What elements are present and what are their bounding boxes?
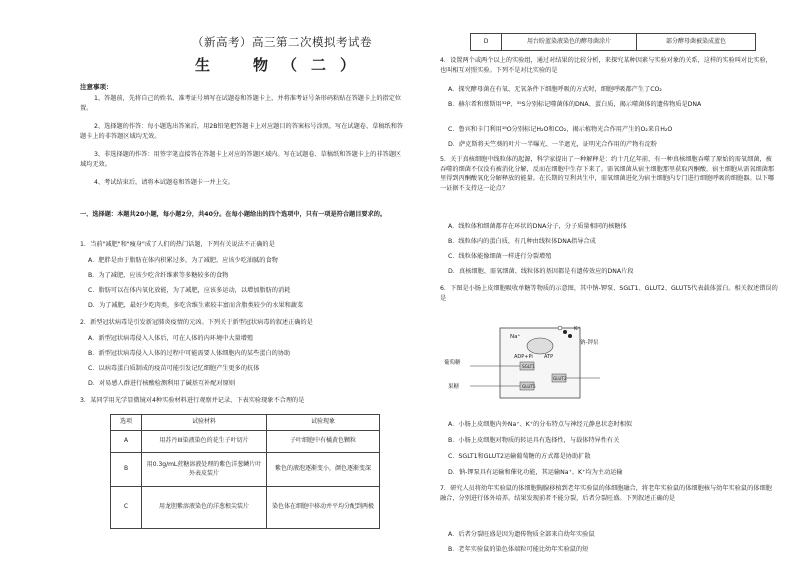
table-cell: A — [111, 431, 142, 453]
table-cell: 用龙胆紫溶液染色的洋葱根尖装片 — [142, 487, 267, 529]
table-cell: 染色体在细胞中移动并平均分配到两极 — [267, 487, 380, 529]
option: B．赫尔希和蔡斯用³²P、³⁵S分别标记噬菌体的DNA、蛋白质，揭示噬菌体的遗传物质是DNA — [448, 101, 702, 108]
question-3: 3．某同学用光学显微镜对4种实验材料进行观察并记录，下表实验现象不合理的是 — [80, 397, 305, 404]
option: C．以病毒蛋白质制成的疫苗可能引发记忆细胞产生更多的抗体 — [88, 365, 260, 372]
option: D．钠-钾泵具有运输和催化功能，其运输Na⁺、K⁺均为主动运输 — [448, 469, 623, 476]
option: B．为了减肥，应该少吃含纤维素等多糖较多的食物 — [88, 272, 229, 279]
option: D．为了减肥，最好少吃肉类，多吃含维生素较丰富而含脂类较少的水果和蔬菜 — [88, 302, 304, 309]
notice-item: 1、答题前，先将自己的姓名、准考证号填写在试题卷和答题卡上，并将准考证号条形码粘贴在答题卡上的指定位置。 — [80, 95, 402, 112]
table-cell: 用苏丹III染液染色的花生子叶切片 — [142, 431, 267, 453]
notice-heading: 注意事项： — [80, 83, 113, 91]
option: B．小肠上皮细胞对物质的转运具有选择性，与载体特异性有关 — [448, 437, 620, 444]
cell-transport-figure — [440, 318, 780, 418]
question-2: 2．新型冠状病毒是引发新冠肺炎疫情的元凶。下列关于新型冠状病毒的叙述正确的是 — [80, 319, 313, 326]
label-na: Na⁺ — [510, 334, 521, 340]
question-6: 6．下图是小肠上皮细胞吸收单糖等物质的示意图，其中钠-钾泵、SGLT1、GLUT2、GLUT5代表载体蛋白。相关叙述错误的是 — [440, 285, 778, 302]
option: A．小肠上皮细胞内外Na⁺、K⁺的分布特点与神经元静息状态时相似 — [448, 421, 633, 428]
section-heading: 一、选择题：本题共20小题，每小题2分，共40分。在每小题给出的四个选项中，只有一项是符合题目要求的。 — [80, 211, 387, 218]
option: C．鲁宾和卡门利用¹⁸O分别标记H₂O和CO₂，揭示植物光合作用产生的O₂来自H₂O — [448, 126, 673, 133]
question-4: 4．设置两个或两个以上的实验组，通过对结果的比较分析，来探究某种因素与实验对象的关系，这样的实验叫对比实验，也叫相互对照实验。下列不是对比实验的是 — [440, 57, 772, 74]
q3-table — [110, 414, 380, 529]
option: C．SGLT1和GLUT2运输葡萄糖的方式都是协助扩散 — [448, 453, 591, 460]
exam-title: （新高考）高三第二次模拟考试卷 — [192, 35, 372, 49]
notice-item: 3、非选择题的作答：用签字笔直接答在答题卡上对应的答题区域内。写在试题卷、草稿纸和答题卡上的非答题区域均无效。 — [80, 151, 402, 168]
option: B．老年实验鼠的染色体端粒可能比幼年实验鼠的短 — [448, 546, 589, 553]
na-k-pump-shape — [527, 338, 553, 354]
ion-dot — [568, 334, 572, 338]
ion-dot — [563, 330, 567, 334]
ion-dot — [558, 326, 562, 330]
exam-subject: 生 物（二） — [194, 56, 369, 74]
option: D．萨克斯将天竺葵的叶片一半曝光、一半遮光，证明光合作用的产物有淀粉 — [448, 141, 657, 148]
option: B．线粒体内的蛋白质，有几种由线粒体DNA指导合成 — [448, 238, 596, 245]
question-7: 7．研究人员将幼年实验鼠的体细胞胸腺移植到老年实验鼠的体细胞融合，将老年实验鼠的体细胞核与幼年实验鼠的体细胞融合，分别进行体外培养。结果发现前者不能分裂，后者分裂旺盛。下列叙述正确的是 — [440, 485, 772, 502]
option: A．线粒体和细菌都存在环状的DNA分子，分子质量相同的核糖体 — [448, 223, 627, 230]
label-atp: ATP — [544, 354, 554, 360]
table-header: 试验现象 — [267, 415, 380, 431]
question-1: 1．当前"减肥"和"瘦身"成了人们的热门话题，下列有关说法不正确的是 — [80, 241, 275, 248]
option: A．肥胖是由于脂肪在体内积累过多，为了减肥，应该少吃油腻的食物 — [88, 257, 278, 264]
table-cell: 用台盼蓝染液染色的酵母菌涂片 — [502, 34, 637, 51]
table-cell: 部分酵母菌被染成蓝色 — [637, 34, 756, 51]
table-header: 试验材料 — [142, 415, 267, 431]
label-glucose: 葡萄糖 — [444, 360, 461, 366]
label-glut2: GLUT2 — [553, 376, 567, 381]
question-5: 5．关于真核细胞中线粒体的起源，科学家提出了一种解释是：约十几亿年前，有一种真核细胞吞噬了原始的需氧细菌，被吞噬的细菌不仅没有被消化分解，反而在细胞中生存下来了。需氧细菌从宿主细胞那里获取丙酮酸，宿主细胞从需氧细菌那里得到丙酮酸氧化分解释放的能量。在长期的互利共生中，需氧细菌进化为宿主细胞内专门进行细胞呼吸的细胞器。以下哪一证据不支持这一论点？ — [440, 156, 775, 192]
option: B．新型冠状病毒侵入人体的过程中可能需要人体细胞内的某些蛋白的协助 — [88, 350, 291, 357]
label-glut5: GLUT5 — [522, 384, 536, 389]
label-adp: ADP+Pi — [514, 354, 533, 360]
option: A．新型冠状病毒侵入人体后，可在人体的内环境中大量增殖 — [88, 335, 254, 342]
option: A．后者分裂旺盛是因为遗传物质全部来自幼年实验鼠 — [448, 531, 595, 538]
table-cell: C — [111, 487, 142, 529]
notice-item: 4、考试结束后，请将本试题卷和答题卡一并上交。 — [94, 179, 235, 186]
table-header: 选项 — [111, 415, 142, 431]
option: D．真核细胞、需氧细菌、线粒体的基因都是有遗传效应的DNA片段 — [448, 268, 634, 275]
label-k: K⁺ — [574, 326, 581, 332]
option: A．探究酵母菌在有氧、无氧条件下细胞呼吸的方式时，细胞呼吸都产生了CO₂ — [448, 86, 662, 93]
option: C．线粒体能像细菌一样进行分裂增殖 — [448, 253, 552, 260]
table-cell: B — [111, 453, 142, 487]
label-sglt1: SGLT1 — [522, 364, 535, 369]
label-fructose: 果糖 — [448, 384, 460, 390]
label-pump: 钠-钾泵 — [580, 340, 599, 346]
table-cell: 紫色的液泡逐渐变小，颜色逐渐变深 — [267, 453, 380, 487]
table-cell: 子叶细胞中有橘黄色颗粒 — [267, 431, 380, 453]
option: C．脂肪可以在体内氧化放能，为了减肥，应该多运动，以增加脂肪的消耗 — [88, 287, 291, 294]
table-cell: D — [471, 34, 502, 51]
option: D．对易感人群进行核酸检测利用了碱基互补配对原则 — [88, 380, 236, 387]
notice-item: 2、选择题的作答：每小题选出答案后，用2B铅笔把答题卡上对应题目的答案标号涂黑，写在试题卷、草稿纸和答题卡上的非答题区域均无效。 — [80, 123, 404, 140]
table-cell: 用0.3g/mL蔗糖溶液处理的紫色洋葱鳞片叶外表皮装片 — [142, 453, 267, 487]
q3-table-continued — [470, 33, 756, 51]
